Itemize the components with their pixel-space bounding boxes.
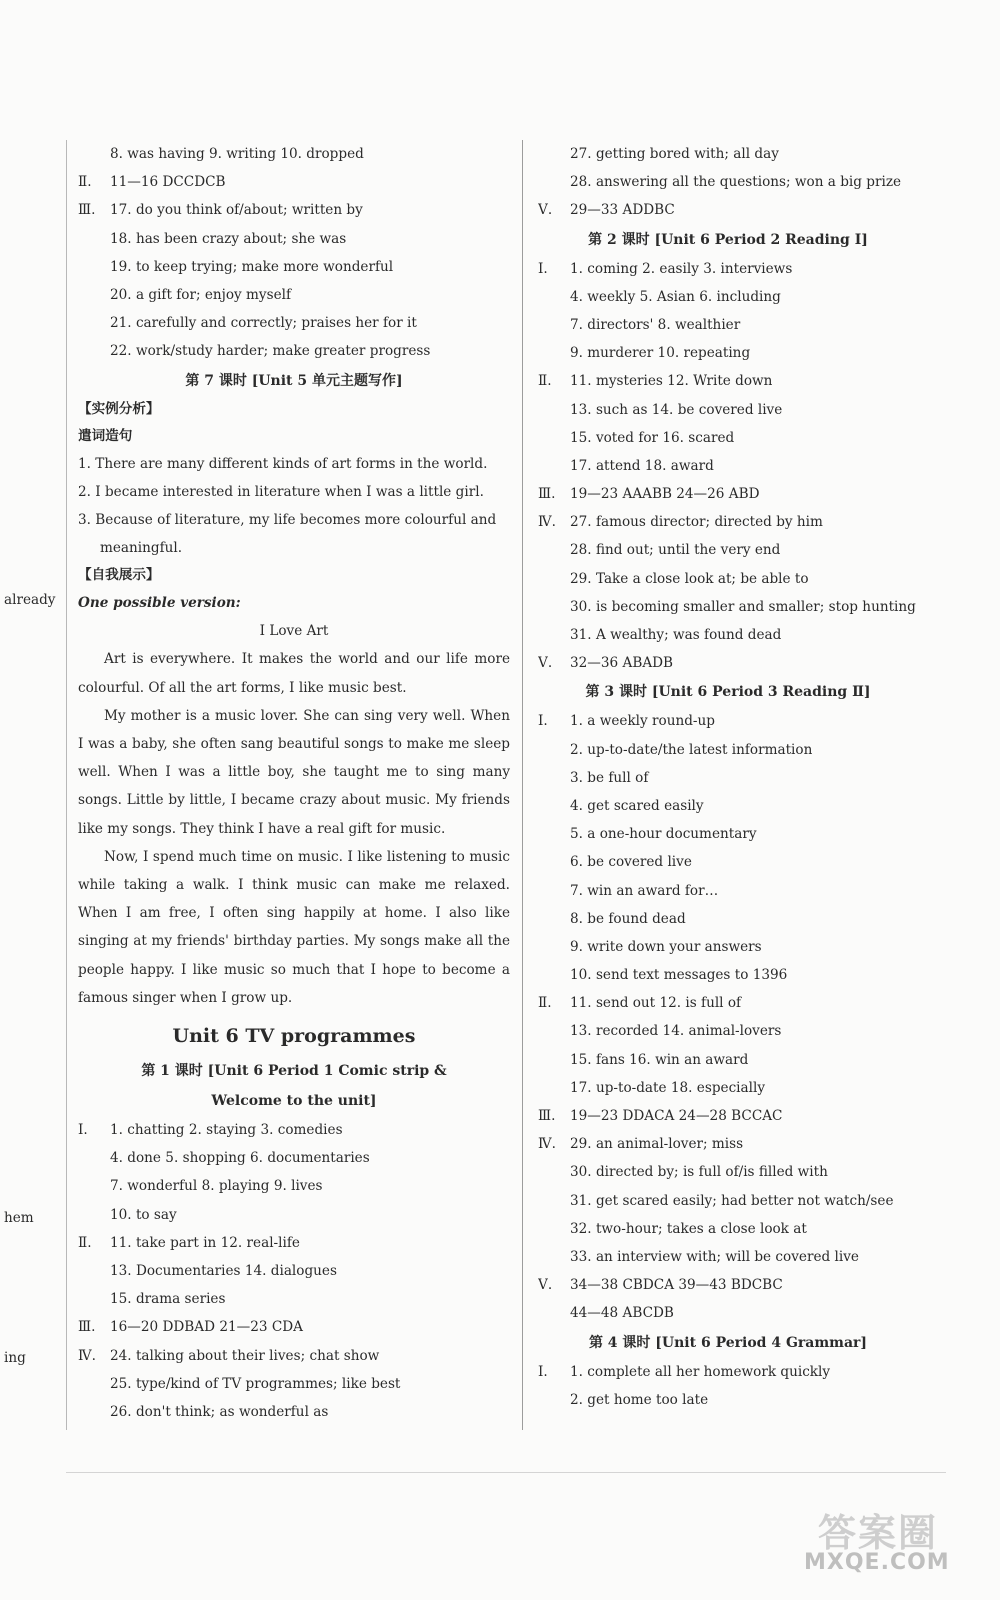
answer-line xyxy=(538,255,918,283)
answer-text: 4. done 5. shopping 6. documentaries xyxy=(110,1150,370,1167)
answer-line xyxy=(538,593,918,621)
section-heading: 【自我展示】 xyxy=(78,567,160,584)
roman-numeral: Ⅰ. xyxy=(78,1122,88,1139)
roman-numeral: Ⅳ. xyxy=(538,1136,556,1153)
sentence-line: 3. Because of literature, my life becomes more colourful and xyxy=(78,511,497,528)
section-subheading: 遣词造句 xyxy=(78,427,133,444)
answer-line xyxy=(538,621,918,649)
answer-line xyxy=(78,253,510,281)
answer-line xyxy=(538,848,918,876)
answer-text: 11. take part in 12. real-life xyxy=(110,1234,300,1251)
answer-text: 11—16 DCCDCB xyxy=(110,174,226,191)
answer-line xyxy=(538,480,918,508)
answer-text: 10. to say xyxy=(110,1206,177,1223)
watermark-site: MXQE.COM xyxy=(804,1550,950,1575)
answer-text: 17. do you think of/about; written by xyxy=(110,202,363,219)
answer-line xyxy=(538,508,918,536)
answer-line xyxy=(538,649,918,677)
roman-numeral: Ⅱ. xyxy=(78,174,92,191)
answer-text: 1. coming 2. easily 3. interviews xyxy=(570,260,793,277)
answer-line xyxy=(78,1116,510,1144)
answer-text: 17. attend 18. award xyxy=(570,457,714,474)
roman-numeral: Ⅳ. xyxy=(538,514,556,531)
answer-line xyxy=(538,1299,918,1327)
answer-line xyxy=(538,1130,918,1158)
left-column xyxy=(78,140,510,1426)
answer-line xyxy=(538,877,918,905)
answer-text: 7. directors' 8. wealthier xyxy=(570,316,741,333)
margin-fragment: already xyxy=(4,592,56,608)
answer-line xyxy=(538,1158,918,1186)
answer-line xyxy=(538,196,918,224)
sentence-line: 1. There are many different kinds of art forms in the world. xyxy=(78,455,488,472)
answer-line xyxy=(538,339,918,367)
answer-text: 30. directed by; is full of/is filled with xyxy=(570,1164,828,1181)
answer-text: 4. weekly 5. Asian 6. including xyxy=(570,288,781,305)
roman-numeral: Ⅰ. xyxy=(538,260,548,277)
roman-numeral: Ⅲ. xyxy=(78,202,96,219)
answer-line xyxy=(538,707,918,735)
answer-text: 29. Take a close look at; be able to xyxy=(570,570,809,587)
answer-line xyxy=(78,1257,510,1285)
answer-text: 1. chatting 2. staying 3. comedies xyxy=(110,1122,343,1139)
answer-line xyxy=(538,933,918,961)
answer-list xyxy=(538,140,918,225)
answer-text: 29—33 ADDBC xyxy=(570,202,675,219)
essay-paragraph: Now, I spend much time on music. I like listening to music while taking a walk. I think music can make me relaxed. When I am free, I often sing happily at home. I also like singing at my friends' birthday parties. My songs make all the people happy. I like music so much that I hope to become a famous singer when I grow up. xyxy=(78,848,510,1006)
period-title: 第 2 课时 [Unit 6 Period 2 Reading Ⅰ] xyxy=(588,231,868,248)
answer-text: 8. was having 9. writing 10. dropped xyxy=(110,146,364,162)
answer-text: 15. voted for 16. scared xyxy=(570,429,735,446)
answer-text: 20. a gift for; enjoy myself xyxy=(110,286,292,303)
answer-text: 27. famous director; directed by him xyxy=(570,514,823,531)
answer-text: 7. wonderful 8. playing 9. lives xyxy=(110,1178,323,1195)
answer-text: 19. to keep trying; make more wonderful xyxy=(110,258,394,275)
model-essay xyxy=(78,617,510,1012)
answer-line xyxy=(538,536,918,564)
answer-list xyxy=(78,1116,510,1426)
answer-line xyxy=(538,961,918,989)
roman-numeral: Ⅴ. xyxy=(538,655,553,672)
period-title: 第 7 课时 [Unit 5 单元主题写作] xyxy=(185,372,403,389)
answer-text: 13. Documentaries 14. dialogues xyxy=(110,1263,337,1280)
column-divider xyxy=(522,140,523,1430)
margin-fragment: ing xyxy=(4,1350,26,1366)
answer-text: 32—36 ABADB xyxy=(570,655,674,672)
answer-line xyxy=(538,1243,918,1271)
answer-text: 5. a one-hour documentary xyxy=(570,826,757,843)
answer-line xyxy=(538,1215,918,1243)
answer-text: 25. type/kind of TV programmes; like best xyxy=(110,1375,401,1392)
answer-line xyxy=(78,168,510,196)
roman-numeral: Ⅱ. xyxy=(78,1234,92,1251)
answer-text: 1. a weekly round-up xyxy=(570,713,715,730)
margin-fragment: hem xyxy=(4,1210,34,1226)
roman-numeral: Ⅲ. xyxy=(538,486,556,503)
answer-text: 4. get scared easily xyxy=(570,797,704,814)
roman-numeral: Ⅴ. xyxy=(538,202,553,219)
answer-line xyxy=(538,736,918,764)
answer-text: 7. win an award for… xyxy=(570,882,719,899)
answer-line xyxy=(538,1386,918,1414)
watermark-logo-text: 答案圈 xyxy=(818,1511,939,1555)
answer-text: 19—23 DDACA 24—28 BCCAC xyxy=(570,1108,783,1124)
answer-line xyxy=(78,140,510,168)
roman-numeral: Ⅴ. xyxy=(538,1277,553,1294)
answer-line xyxy=(538,424,918,452)
answer-text: 13. recorded 14. animal-lovers xyxy=(570,1023,782,1040)
answer-line xyxy=(78,1201,510,1229)
answer-text: 16—20 DDBAD 21—23 CDA xyxy=(110,1319,303,1336)
essay-paragraph: Art is everywhere. It makes the world and our life more colourful. Of all the art forms, I like music best. xyxy=(78,651,510,696)
answer-line xyxy=(538,764,918,792)
answer-line xyxy=(538,820,918,848)
answer-text: 9. murderer 10. repeating xyxy=(570,345,751,362)
section-heading: 【实例分析】 xyxy=(78,400,160,417)
roman-numeral: Ⅲ. xyxy=(78,1319,96,1336)
roman-numeral: Ⅳ. xyxy=(78,1347,96,1364)
answer-line xyxy=(538,1017,918,1045)
answer-line xyxy=(538,452,918,480)
answer-text: 34—38 CBDCA 39—43 BDCBC xyxy=(570,1277,783,1294)
answer-text: 17. up-to-date 18. especially xyxy=(570,1079,766,1096)
answer-line xyxy=(538,565,918,593)
answer-text: 6. be covered live xyxy=(570,854,692,871)
answer-line xyxy=(78,1229,510,1257)
answer-text: 18. has been crazy about; she was xyxy=(110,230,347,247)
answer-text: 28. answering all the questions; won a big prize xyxy=(570,174,902,191)
answer-line xyxy=(538,168,918,196)
answer-text: 2. up-to-date/the latest information xyxy=(570,741,813,758)
answer-list xyxy=(78,140,510,366)
answer-line xyxy=(538,1358,918,1386)
period-title-continued: Welcome to the unit] xyxy=(211,1093,377,1110)
answer-text: 15. fans 16. win an award xyxy=(570,1051,749,1068)
answer-line xyxy=(538,989,918,1017)
answer-line xyxy=(538,367,918,395)
answer-text: 30. is becoming smaller and smaller; stop hunting xyxy=(570,598,916,615)
answer-text: 15. drama series xyxy=(110,1291,226,1308)
answer-text: 22. work/study harder; make greater progress xyxy=(110,343,431,360)
answer-line xyxy=(78,1398,510,1426)
sentence-line: 2. I became interested in literature when I was a little girl. xyxy=(78,483,484,500)
period-title: 第 4 课时 [Unit 6 Period 4 Grammar] xyxy=(588,1334,868,1351)
answer-line xyxy=(78,1172,510,1200)
answer-line xyxy=(78,1342,510,1370)
answer-line xyxy=(78,1370,510,1398)
answer-line xyxy=(538,1271,918,1299)
answer-text: 1. complete all her homework quickly xyxy=(570,1363,831,1380)
answer-line xyxy=(78,1144,510,1172)
answer-line xyxy=(78,309,510,337)
answer-text: 10. send text messages to 1396 xyxy=(570,967,788,984)
answer-text: 28. find out; until the very end xyxy=(570,542,781,559)
answer-line xyxy=(78,225,510,253)
answer-list xyxy=(538,1358,918,1414)
answer-text: 21. carefully and correctly; praises her for it xyxy=(110,315,417,332)
answer-text: 27. getting bored with; all day xyxy=(570,146,779,162)
answer-text: 19—23 AAABB 24—26 ABD xyxy=(570,486,760,503)
answer-line xyxy=(538,1187,918,1215)
answer-text: 2. get home too late xyxy=(570,1391,709,1408)
answer-text: 8. be found dead xyxy=(570,910,686,927)
essay-paragraph: My mother is a music lover. She can sing very well. When I was a baby, she often sang beautiful songs to make me sleep well. When I was a little boy, she taught me to sing many songs. Little by little, I became crazy about music. My friends like my songs. They think I have a real gift for music. xyxy=(78,707,510,837)
answer-text: 24. talking about their lives; chat show xyxy=(110,1347,380,1364)
answer-line xyxy=(78,1285,510,1313)
unit-title: Unit 6 TV programmes xyxy=(172,1025,416,1048)
answer-line xyxy=(78,337,510,365)
roman-numeral: Ⅱ. xyxy=(538,995,552,1012)
footer-rule xyxy=(66,1472,946,1473)
sentence-line: meaningful. xyxy=(100,540,183,557)
answer-line xyxy=(538,311,918,339)
answer-text: 31. A wealthy; was found dead xyxy=(570,627,782,643)
answer-line xyxy=(78,1313,510,1341)
period-title: 第 3 课时 [Unit 6 Period 3 Reading Ⅱ] xyxy=(585,684,871,701)
answer-line xyxy=(538,283,918,311)
answer-line xyxy=(538,792,918,820)
answer-text: 9. write down your answers xyxy=(570,938,762,955)
answer-text: 11. send out 12. is full of xyxy=(570,995,742,1012)
answer-line xyxy=(538,1102,918,1130)
answer-text: 33. an interview with; will be covered live xyxy=(570,1248,859,1265)
answer-text: 31. get scared easily; had better not watch/see xyxy=(570,1192,894,1209)
answer-text: 3. be full of xyxy=(570,769,649,786)
answer-text: 29. an animal-lover; miss xyxy=(570,1136,744,1153)
answer-line xyxy=(538,140,918,168)
answer-text: 11. mysteries 12. Write down xyxy=(570,373,773,390)
left-margin-rule xyxy=(66,140,67,1430)
answer-text: 13. such as 14. be covered live xyxy=(570,401,783,418)
answer-line xyxy=(538,396,918,424)
essay-title: I Love Art xyxy=(259,623,329,640)
answer-text: 26. don't think; as wonderful as xyxy=(110,1403,329,1420)
watermark-logo xyxy=(804,1498,974,1593)
answer-list xyxy=(538,707,918,1327)
period-title: 第 1 课时 [Unit 6 Period 1 Comic strip & xyxy=(141,1063,447,1080)
answer-line xyxy=(78,196,510,224)
roman-numeral: Ⅰ. xyxy=(538,713,548,730)
answer-list xyxy=(538,255,918,678)
answer-line xyxy=(538,1074,918,1102)
right-column xyxy=(538,140,918,1414)
answer-text: 44—48 ABCDB xyxy=(570,1305,674,1322)
roman-numeral: Ⅰ. xyxy=(538,1363,548,1380)
answer-line xyxy=(78,281,510,309)
possible-version-label: One possible version: xyxy=(78,595,241,612)
answer-line xyxy=(538,1046,918,1074)
roman-numeral: Ⅲ. xyxy=(538,1108,556,1124)
answer-line xyxy=(538,905,918,933)
roman-numeral: Ⅱ. xyxy=(538,373,552,390)
answer-text: 32. two-hour; takes a close look at xyxy=(570,1220,807,1237)
